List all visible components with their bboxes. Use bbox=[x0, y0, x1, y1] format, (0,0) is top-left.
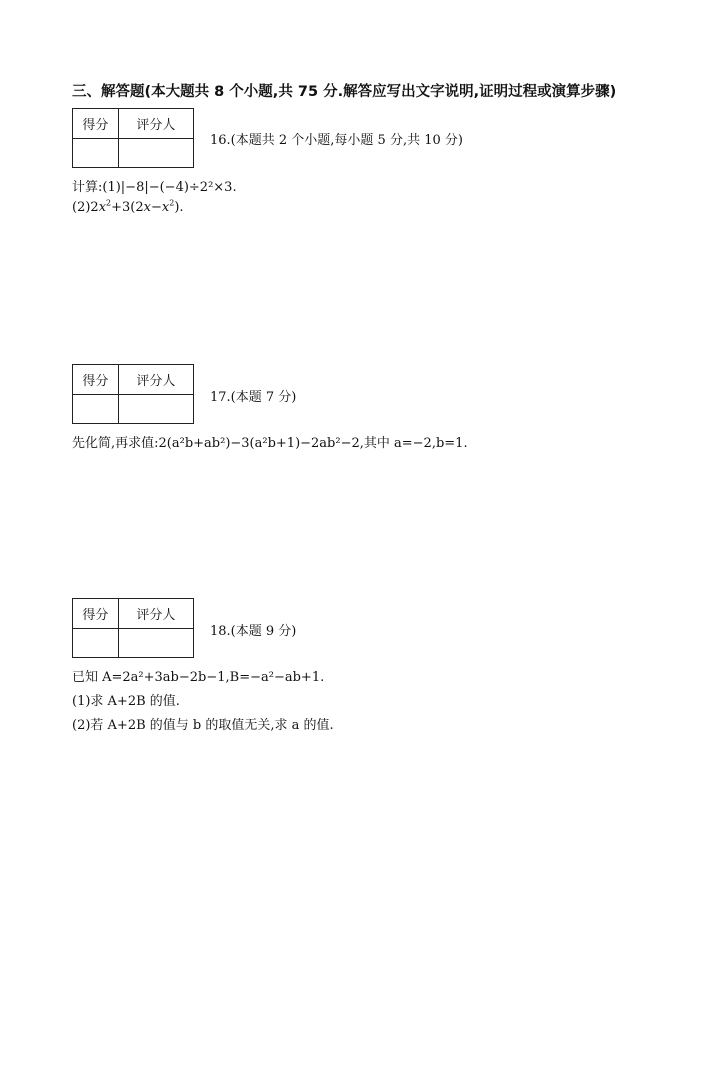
question-16-line-2 bbox=[72, 200, 184, 215]
score-table-17 bbox=[72, 364, 194, 424]
score-label: 得分 bbox=[73, 109, 119, 139]
q16-line2-prefix: (2)2 bbox=[72, 200, 99, 215]
section-title: 三、解答题(本大题共 8 个小题,共 75 分.解答应写出文字说明,证明过程或演算步骤) bbox=[72, 84, 617, 100]
question-16-heading: 16.(本题共 2 个小题,每小题 5 分,共 10 分) bbox=[210, 133, 463, 148]
q16-line2-exp2: 2 bbox=[169, 198, 175, 208]
question-18-line-1: 已知 A=2a²+3ab−2b−1,B=−a²−ab+1. bbox=[72, 670, 325, 685]
score-table-16 bbox=[72, 108, 194, 168]
q16-line2-end: ). bbox=[174, 200, 184, 215]
score-table-18 bbox=[72, 598, 194, 658]
q16-line2-var-x2: x bbox=[143, 200, 151, 215]
q16-line2-exp: 2 bbox=[106, 198, 112, 208]
grader-label: 评分人 bbox=[118, 109, 193, 139]
question-18-line-3: (2)若 A+2B 的值与 b 的取值无关,求 a 的值. bbox=[72, 718, 334, 733]
grader-cell[interactable] bbox=[118, 138, 193, 168]
grader-label: 评分人 bbox=[118, 599, 193, 629]
question-17-heading: 17.(本题 7 分) bbox=[210, 390, 297, 405]
score-label: 得分 bbox=[73, 599, 119, 629]
q16-line2-var-x3: x bbox=[161, 200, 170, 215]
score-cell[interactable] bbox=[73, 138, 119, 168]
question-18-heading: 18.(本题 9 分) bbox=[210, 624, 297, 639]
question-18-line-2: (1)求 A+2B 的值. bbox=[72, 694, 180, 709]
grader-cell[interactable] bbox=[118, 394, 193, 424]
q16-line2-mid: +3(2 bbox=[111, 200, 144, 215]
question-17-line-1: 先化简,再求值:2(a²b+ab²)−3(a²b+1)−2ab²−2,其中 a=−2,b=1. bbox=[72, 436, 468, 451]
grader-label: 评分人 bbox=[118, 365, 193, 395]
question-16-line-1: 计算:(1)|−8|−(−4)÷2²×3. bbox=[72, 180, 237, 195]
q16-line2-var-x: x bbox=[98, 200, 107, 215]
score-cell[interactable] bbox=[73, 394, 119, 424]
score-cell[interactable] bbox=[73, 628, 119, 658]
q16-line2-minus: − bbox=[150, 200, 162, 215]
grader-cell[interactable] bbox=[118, 628, 193, 658]
score-label: 得分 bbox=[73, 365, 119, 395]
